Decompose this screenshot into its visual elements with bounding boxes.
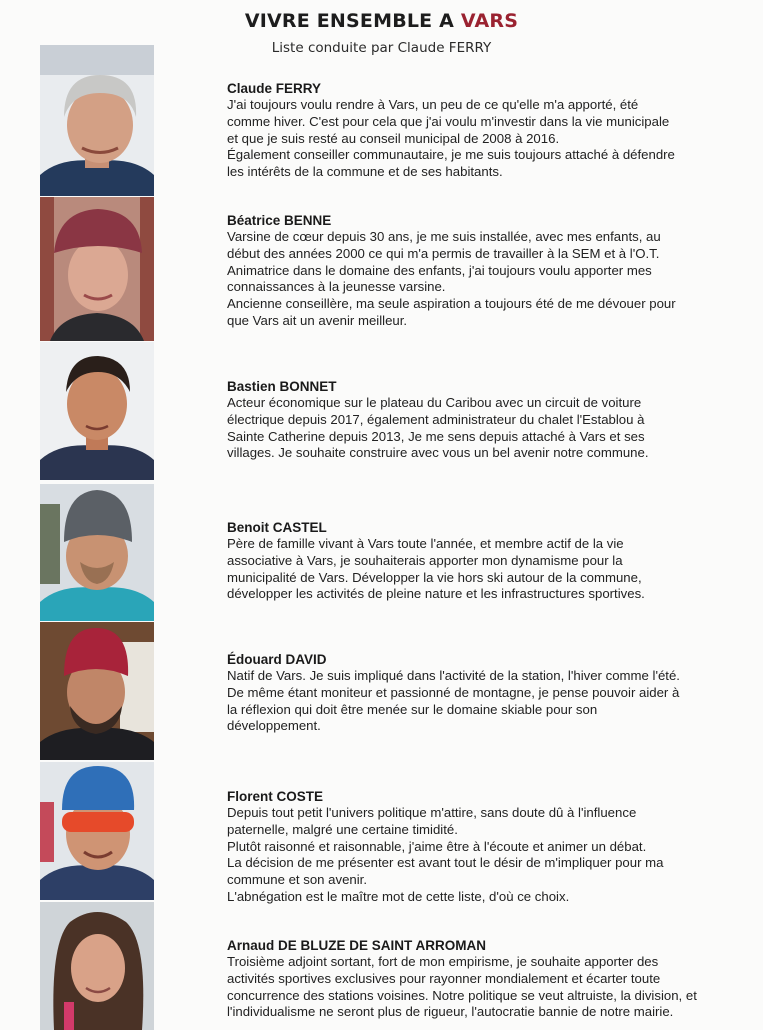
portrait-claude-ferry (40, 45, 154, 196)
candidate-bio: Troisième adjoint sortant, fort de mon empirisme, je souhaite apporter des activités sportives exclusives pour rayonner mondialement et écarter toute concurrence des stations voisines. Notre politique se veut altruiste, la division, et l'individualisme ne seront plus de rigueur, l'autocratie bannie de notre mairie. (227, 954, 697, 1020)
candidate-entry (227, 378, 727, 462)
portrait-beatrice-benne (40, 197, 154, 341)
candidate-entry (227, 651, 727, 735)
candidate-name: Benoit CASTEL (227, 520, 327, 535)
candidate-entry (227, 519, 727, 603)
candidate-name: Édouard DAVID (227, 652, 327, 667)
candidate-name: Florent COSTE (227, 789, 324, 804)
candidate-name: Bastien BONNET (227, 379, 337, 394)
page-title: VIVRE ENSEMBLE A VARS (244, 10, 519, 32)
candidate-bio: Père de famille vivant à Vars toute l'année, et membre actif de la vie associative à Vars, je souhaiterais apporter mon dynamisme pour la municipalité de Vars. Développer la vie hors ski autour de la commune, développer les activités de pleine nature et les infrastructures sportives. (227, 536, 645, 602)
portrait-florent-coste (40, 762, 154, 900)
page-subtitle: Liste conduite par Claude FERRY (271, 40, 492, 56)
candidate-bio: J'ai toujours voulu rendre à Vars, un peu de ce qu'elle m'a apporté, été comme hiver. C'est pour cela que j'ai voulu m'investir dans la vie municipale et que je suis resté au conseil municipal de 2008 à 2016. Également conseiller communautaire, je me suis toujours attaché à défendre les intérêts de la commune et de ses habitants. (227, 97, 675, 180)
candidate-name: Béatrice BENNE (227, 213, 332, 228)
portrait-benoit-castel (40, 484, 154, 621)
portrait-edouard-david (40, 622, 154, 760)
candidate-name: Claude FERRY (227, 81, 322, 96)
candidate-bio: Depuis tout petit l'univers politique m'attire, sans doute dû à l'influence paternelle, malgré une certaine timidité. Plutôt raisonné et raisonnable, j'aime être à l'écoute et animer un débat. La décision de me présenter est avant tout le désir de m'impliquer pour ma commune et son avenir. L'abnégation est le maître mot de cette liste, d'où ce choix. (227, 805, 664, 904)
candidate-entry (227, 937, 727, 1021)
candidate-entry (227, 212, 727, 330)
portrait-arnaud-de-bluze (40, 902, 154, 1030)
candidate-entry (227, 80, 727, 181)
candidate-bio: Varsine de cœur depuis 30 ans, je me suis installée, avec mes enfants, au début des années 2000 ce qui m'a permis de travailler à la SEM et à l'O.T. Animatrice dans le domaine des enfants, j'ai toujours voulu apporter mes connaissances à la jeunesse varsine. Ancienne conseillère, ma seule aspiration a toujours été de me dévouer pour que Vars ait un avenir meilleur. (227, 229, 676, 328)
portrait-bastien-bonnet (40, 342, 154, 480)
candidate-entry (227, 788, 727, 906)
candidate-bio: Acteur économique sur le plateau du Caribou avec un circuit de voiture électrique depuis 2017, également administrateur du chalet l'Establou à Sainte Catherine depuis 2013, Je me sens depuis attaché à Vars et ses villages. Je souhaite construire avec vous un bel avenir notre commune. (227, 395, 649, 461)
candidate-name: Arnaud DE BLUZE DE SAINT ARROMAN (227, 938, 486, 953)
candidate-bio: Natif de Vars. Je suis impliqué dans l'activité de la station, l'hiver comme l'été. De même étant moniteur et passionné de montagne, je pense pouvoir aider à la réflexion qui doit être menée sur le domaine skiable pour son développement. (227, 668, 680, 734)
title-accent: VARS (460, 10, 519, 32)
